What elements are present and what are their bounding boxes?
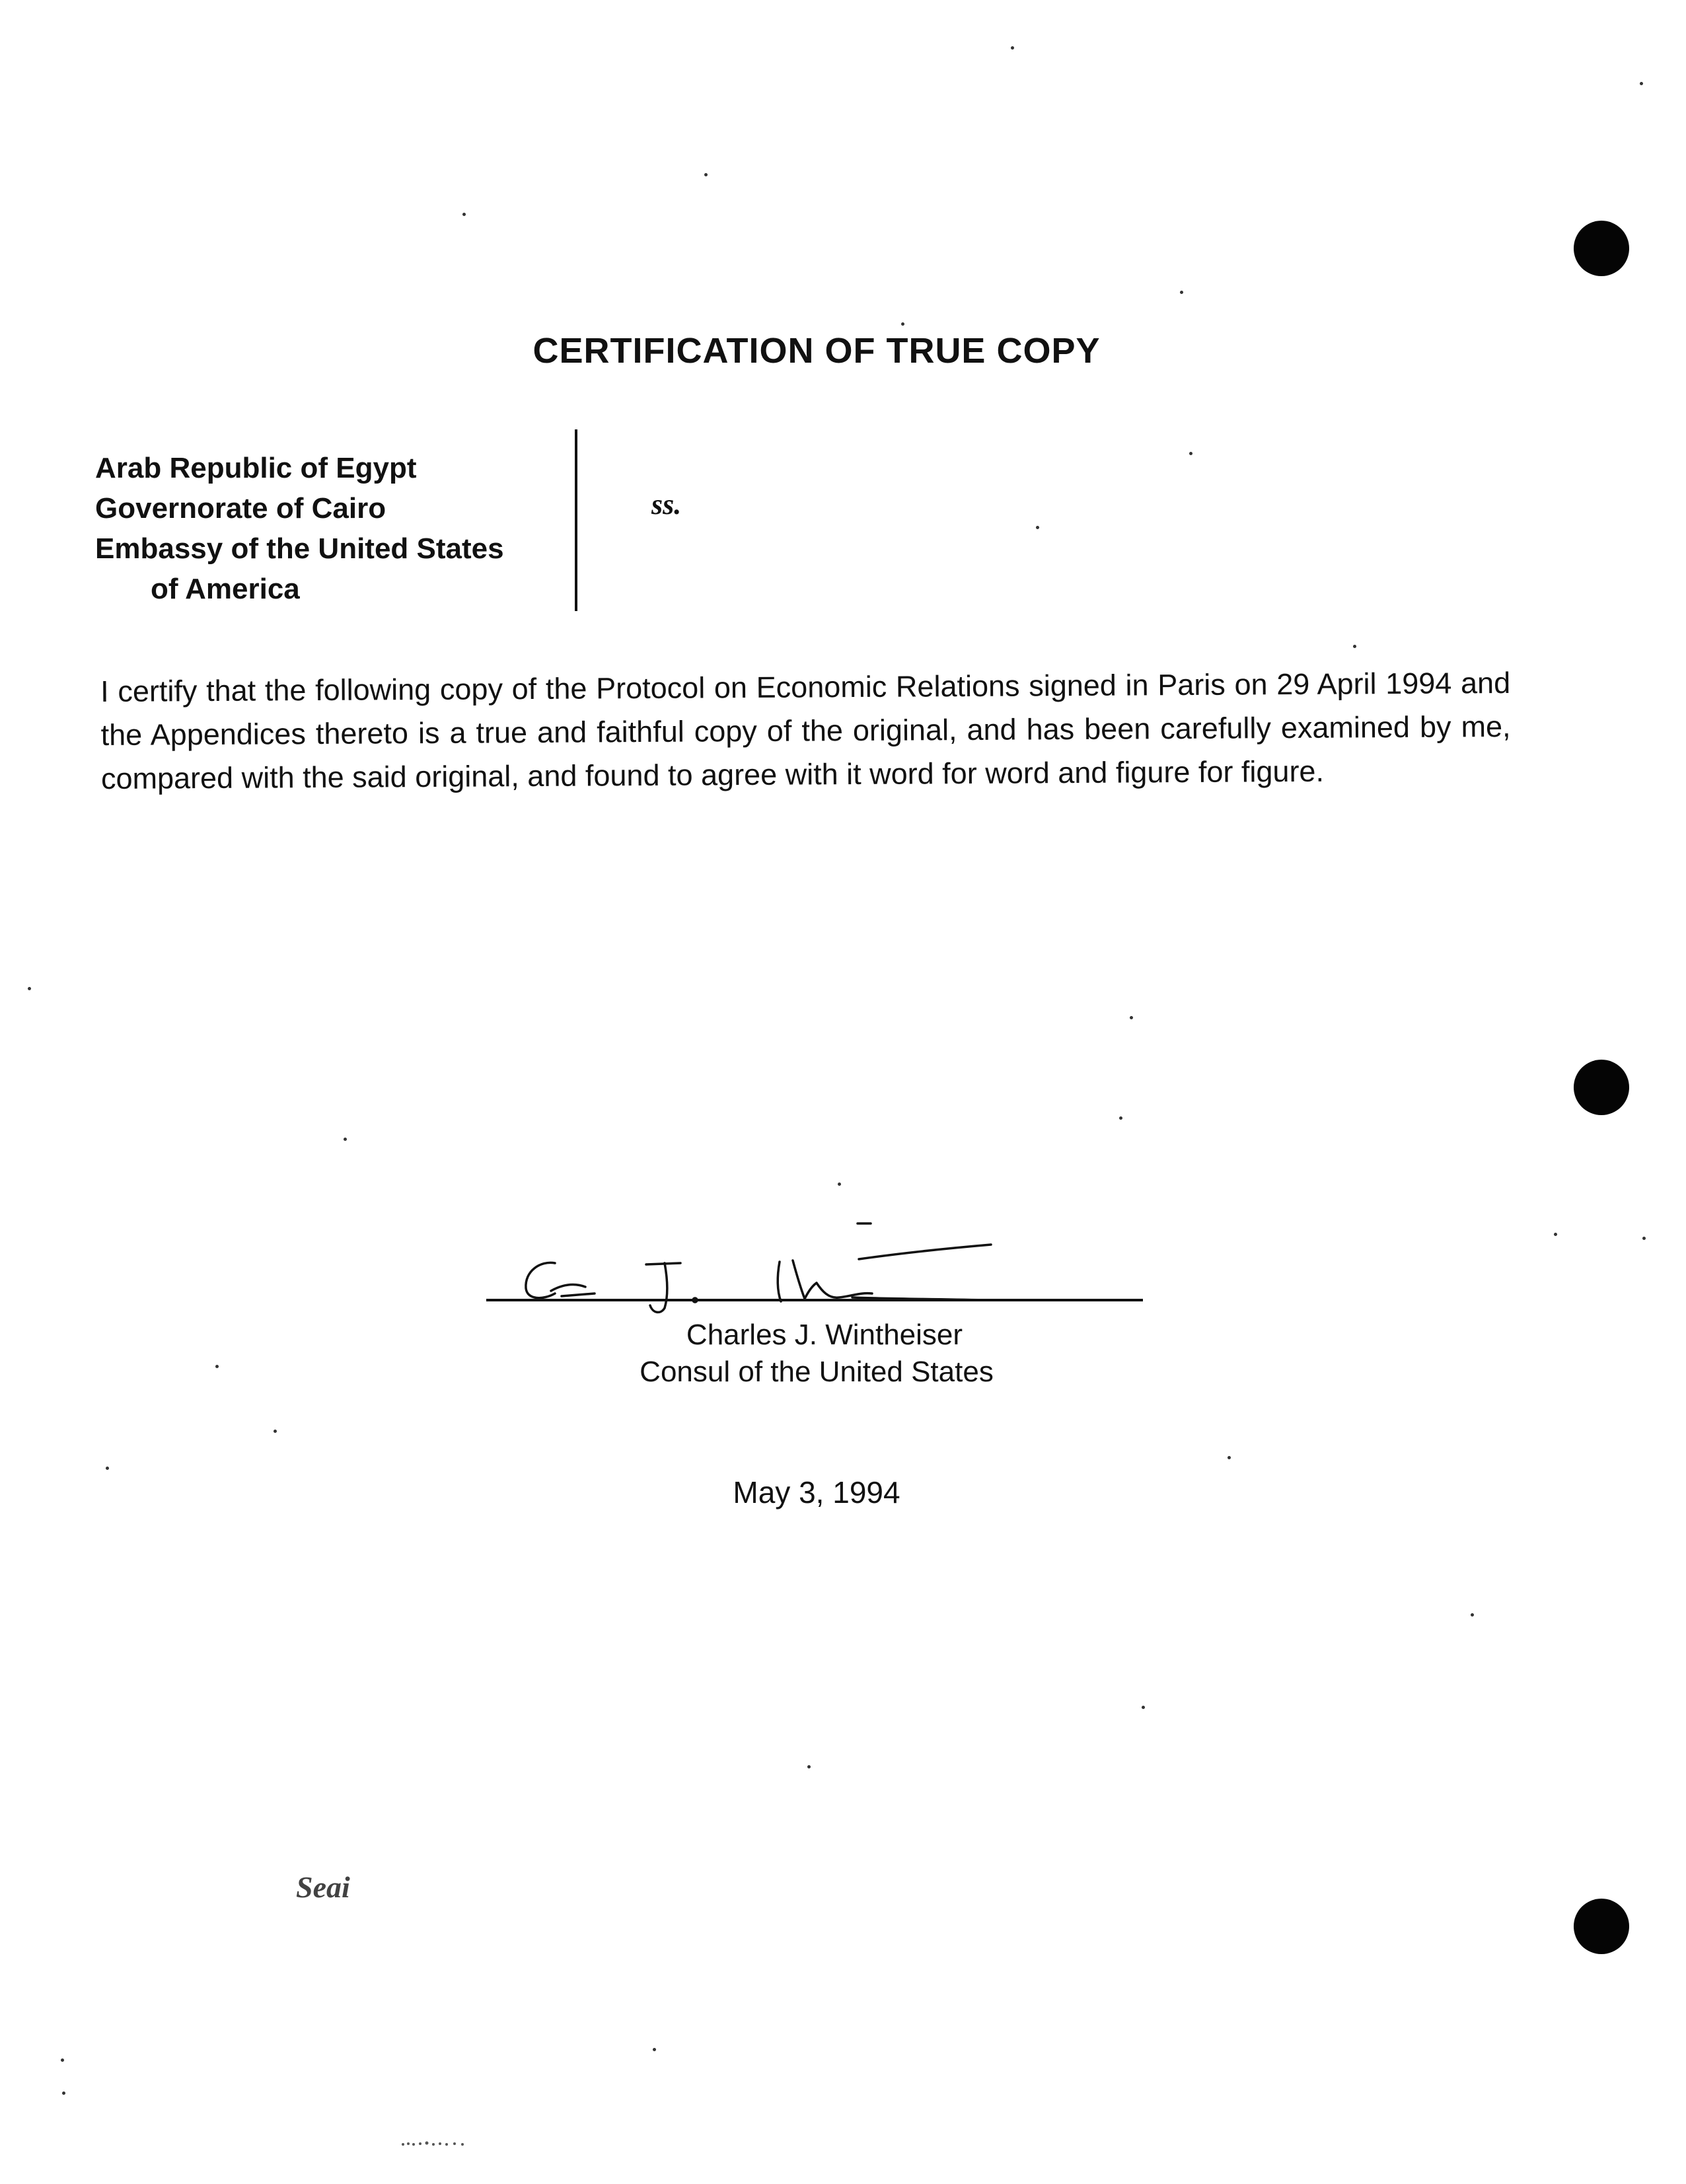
scan-speck [62, 2092, 65, 2095]
scan-speck [1011, 46, 1014, 50]
seal-stamp-image [295, 1863, 381, 1909]
venue-line: Arab Republic of Egypt [95, 452, 417, 484]
scan-speck [1228, 1456, 1231, 1459]
scan-smudge [399, 2139, 472, 2148]
scan-speck [1189, 452, 1192, 455]
scan-speck [28, 987, 31, 990]
scan-speck [901, 322, 904, 326]
signer-title: Consul of the United States [640, 1356, 994, 1388]
scan-speck [1471, 1613, 1474, 1617]
scan-speck [1130, 1016, 1133, 1019]
scan-speck [1353, 645, 1356, 648]
scan-speck [1640, 82, 1643, 85]
venue-block [95, 448, 504, 609]
punch-hole [1574, 221, 1629, 276]
scan-speck [704, 173, 708, 176]
certification-paragraph: I certify that the following copy of the Protocol on Economic Relations signed in Paris on 29 April 1994 and the Appendices thereto is a true and faithful copy of the original, and has been carefully examined by me, compared with the said original, and found to agree with it word for word and figure for figure. [100, 665, 1511, 795]
scan-speck [1119, 1116, 1122, 1120]
svg-text:Seai: Seai [296, 1870, 350, 1904]
scan-speck [344, 1138, 347, 1141]
venue-line: Governorate of Cairo [95, 492, 386, 525]
scan-speck [807, 1765, 811, 1768]
document-title: CERTIFICATION OF TRUE COPY [532, 331, 1101, 371]
venue-line: Embassy of the United States [95, 532, 504, 565]
scan-speck [274, 1430, 277, 1433]
signer-name: Charles J. Wintheiser [686, 1319, 963, 1351]
scan-speck [1180, 291, 1183, 294]
scan-speck [1554, 1233, 1557, 1236]
scan-speck [1142, 1706, 1145, 1709]
venue-line: of America [151, 573, 300, 605]
venue-bracket-line [575, 429, 577, 611]
scan-speck [1036, 526, 1039, 529]
scan-speck [106, 1467, 109, 1470]
punch-hole [1574, 1060, 1629, 1115]
scan-speck [1642, 1237, 1646, 1240]
scan-speck [838, 1183, 841, 1186]
scan-speck [61, 2058, 64, 2062]
scan-speck [462, 213, 466, 216]
scilicet-abbreviation: ss. [651, 488, 682, 521]
scan-speck [653, 2048, 656, 2051]
certification-date: May 3, 1994 [733, 1475, 900, 1510]
punch-hole [1574, 1899, 1629, 1954]
signature-line [486, 1299, 1143, 1301]
